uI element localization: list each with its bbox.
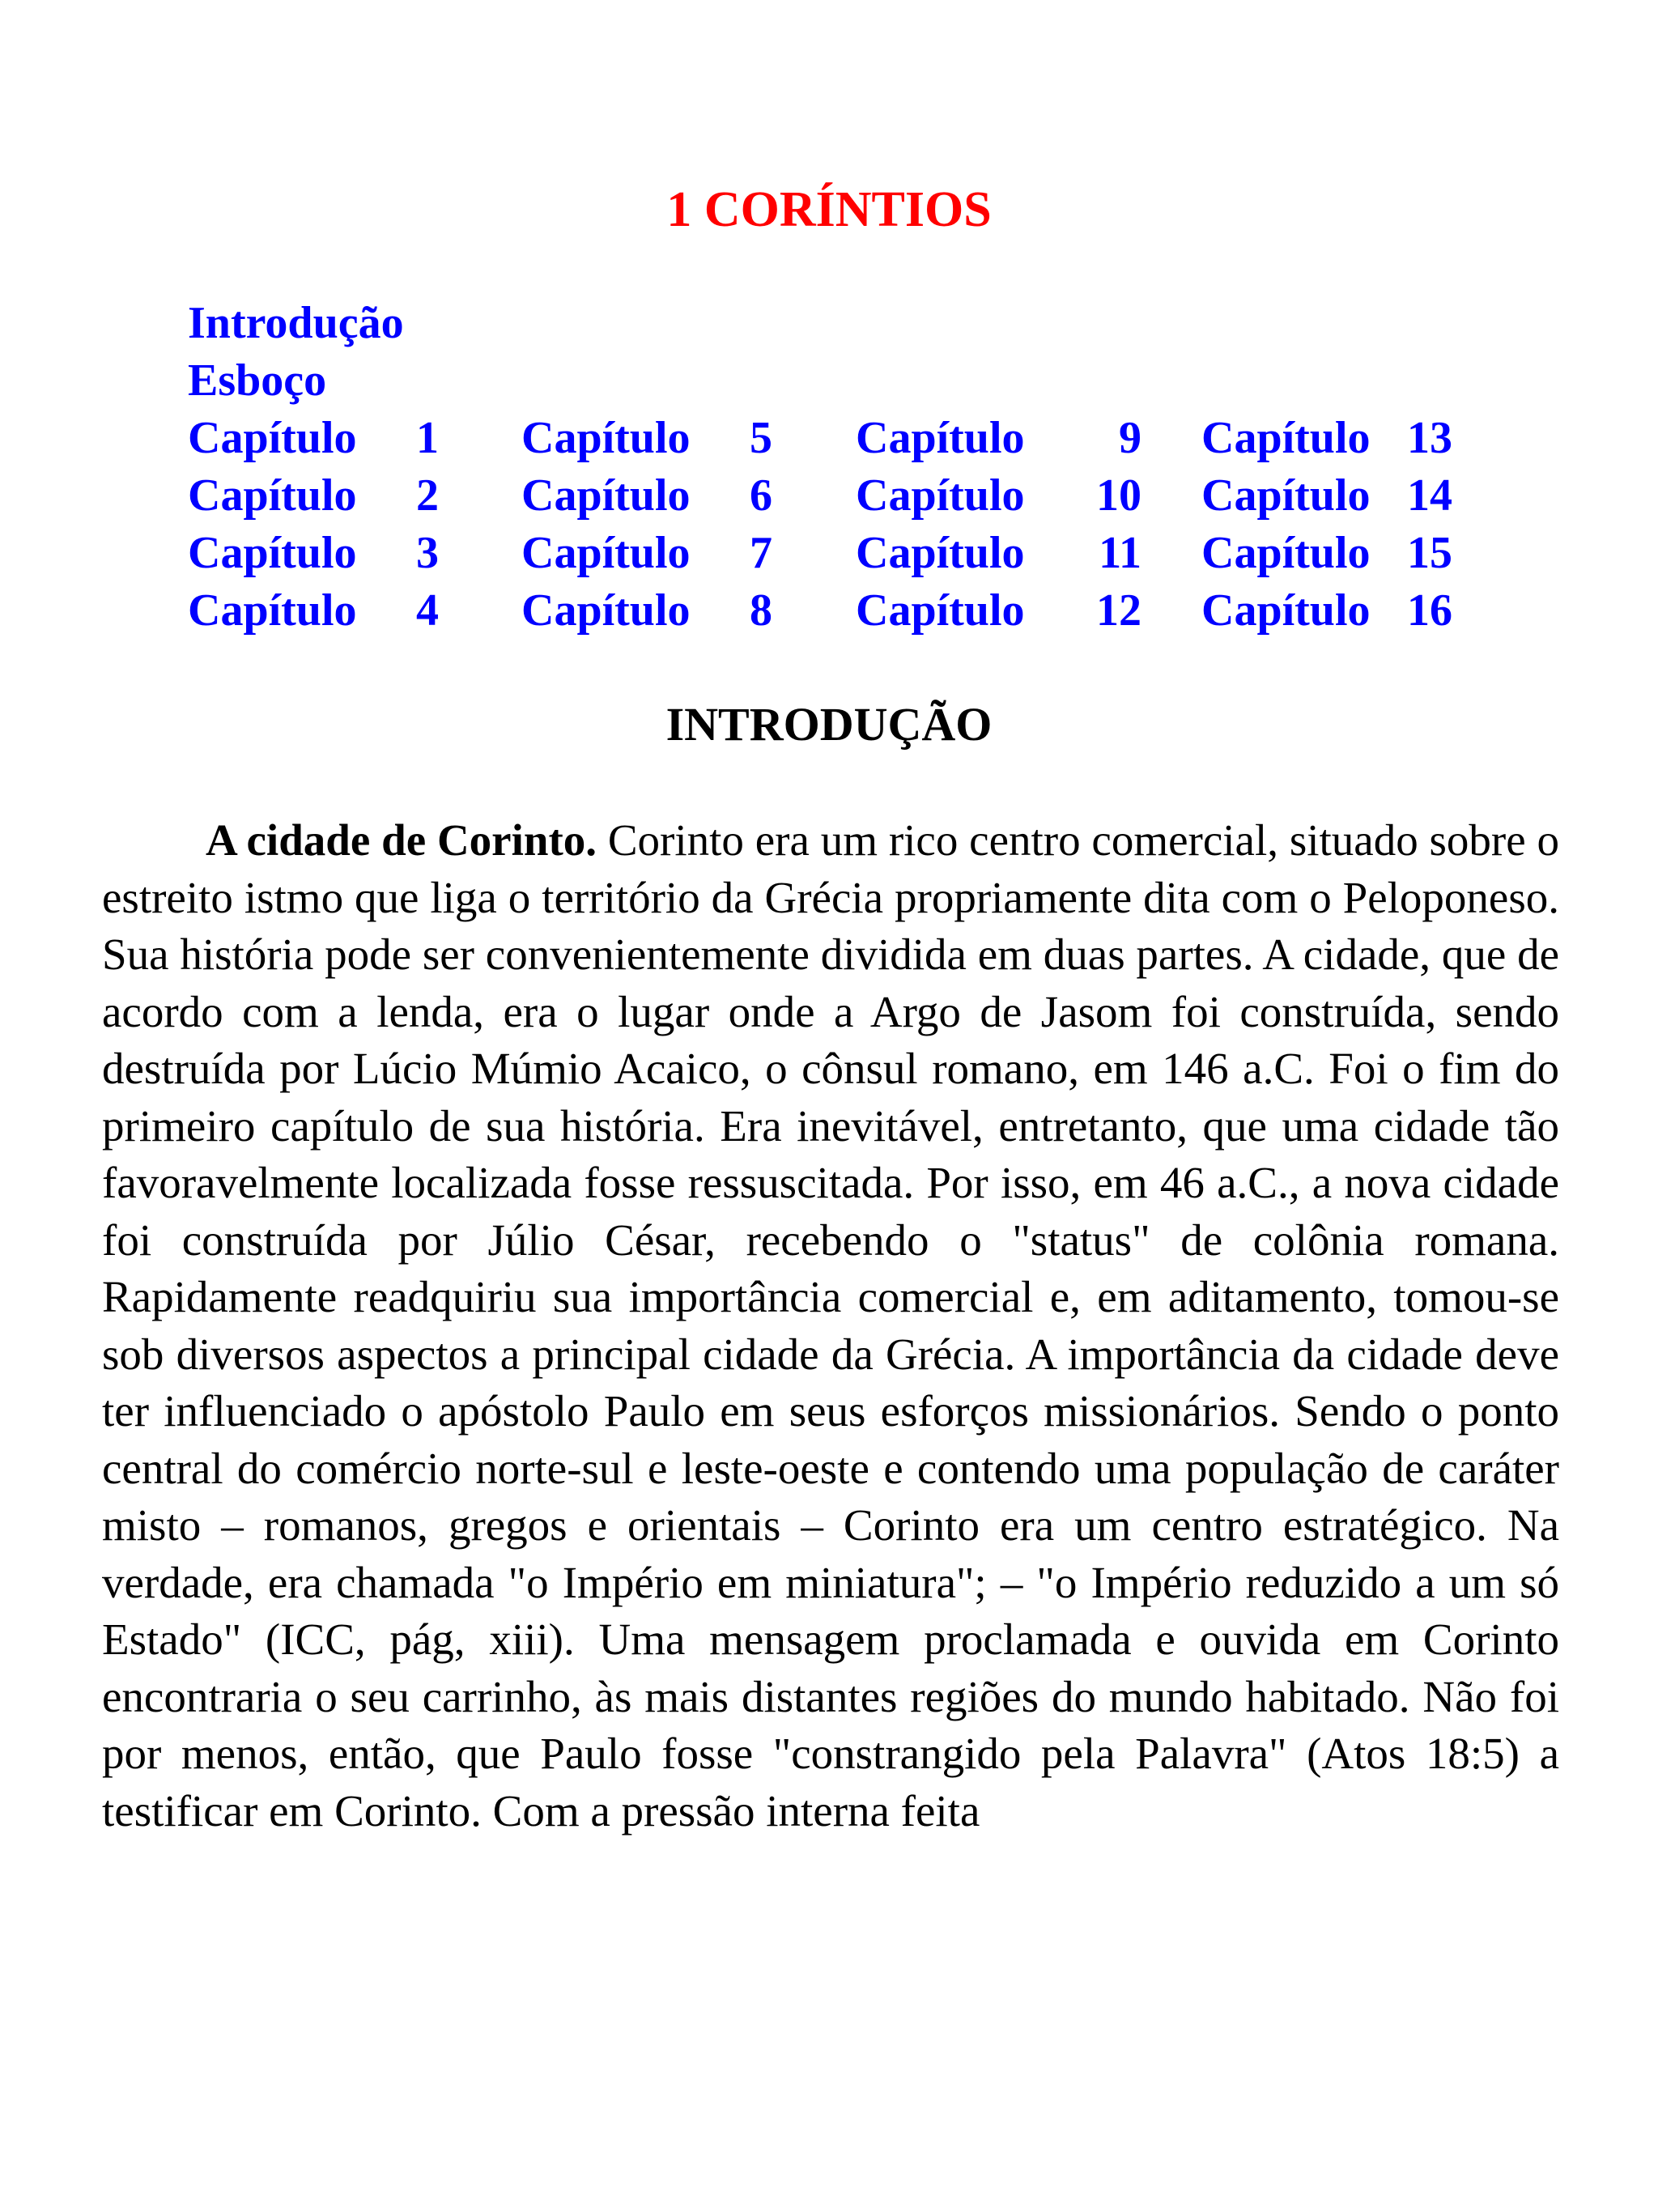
chapter-link[interactable]: Capítulo 2 <box>188 470 439 521</box>
chapter-link[interactable]: Capítulo 8 <box>521 585 772 636</box>
chapter-link[interactable]: Capítulo 15 <box>1201 528 1452 578</box>
table-of-contents <box>188 295 1532 640</box>
paragraph-text: Corinto era um rico centro comercial, situado sobre o estreito istmo que liga o território da Grécia propriamente dita com o Peloponeso. Sua história pode ser convenientemente dividida em duas partes. A cidade, que de acordo com a lenda, era o lugar onde a Argo de Jasom foi construída, sendo destruída por Lúcio Múmio Acaico, o cônsul romano, em 146 a.C. Foi o fim do primeiro capítulo de sua história. Era inevitável, entretanto, que uma cidade tão favoravelmente localizada fosse ressuscitada. Por isso, em 46 a.C., a nova cidade foi construída por Júlio César, recebendo o "status" de colônia romana. Rapidamente readquiriu sua importância comercial e, em aditamento, tomou-se sob diversos aspectos a principal cidade da Grécia. A importância da cidade deve ter influenciado o apóstolo Paulo em seus esforços missionários. Sendo o ponto central do comércio norte-sul e leste-oeste e contendo uma população de caráter misto – romanos, gregos e orientais – Corinto era um centro estratégico. Na verdade, era chamada "o Império em miniatura"; – "o Império reduzido a um só Estado" (ICC, pág, xiii). Uma mensagem proclamada e ouvida em Corinto encontraria o seu carrinho, às mais distantes regiões do mundo habitado. Não foi por menos, então, que Paulo fosse "constrangido pela Palavra" (Atos 18:5) a testificar em Corinto. Com a pressão interna feita <box>102 815 1559 1836</box>
chapter-link[interactable]: Capítulo 16 <box>1201 585 1452 636</box>
chapter-link[interactable]: Capítulo 9 <box>856 413 1141 463</box>
body-paragraph <box>102 812 1559 1840</box>
chapter-link[interactable]: Capítulo 3 <box>188 528 439 578</box>
chapter-link[interactable]: Capítulo 10 <box>856 470 1141 521</box>
section-heading: INTRODUÇÃO <box>665 698 993 751</box>
toc-introduction-link[interactable]: Introdução <box>188 298 404 348</box>
chapter-link[interactable]: Capítulo 13 <box>1201 413 1452 463</box>
chapter-link[interactable]: Capítulo 14 <box>1201 470 1452 521</box>
paragraph-lead: A cidade de Corinto. <box>206 815 597 865</box>
chapter-link[interactable]: Capítulo 1 <box>188 413 439 463</box>
book-title: 1 CORÍNTIOS <box>666 182 992 237</box>
chapter-link[interactable]: Capítulo 11 <box>856 528 1141 578</box>
chapter-link[interactable]: Capítulo 7 <box>521 528 772 578</box>
chapter-link[interactable]: Capítulo 12 <box>856 585 1141 636</box>
chapter-grid <box>188 410 1532 640</box>
chapter-link[interactable]: Capítulo 5 <box>521 413 772 463</box>
chapter-link[interactable]: Capítulo 6 <box>521 470 772 521</box>
toc-outline-link[interactable]: Esboço <box>188 355 327 406</box>
chapter-link[interactable]: Capítulo 4 <box>188 585 439 636</box>
